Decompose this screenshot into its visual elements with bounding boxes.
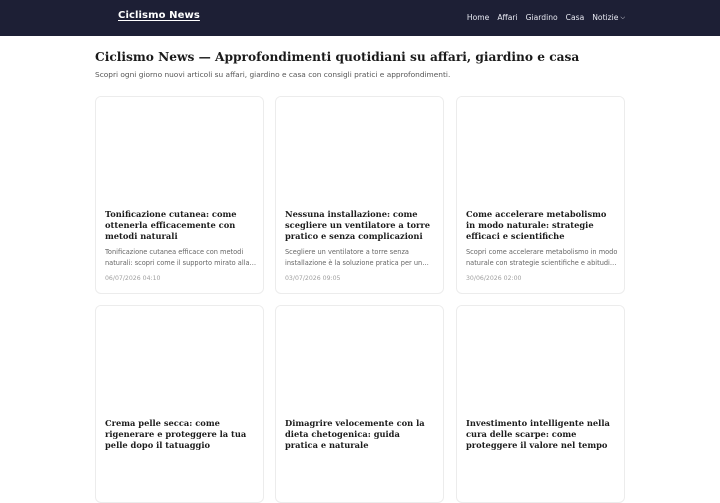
article-title[interactable]: Tonificazione cutanea: come ottenerla efficacemente con metodi naturali [105, 209, 237, 241]
article-excerpt: Tonificazione cutanea efficace con metodi naturali: scopri come il supporto mirato alla [105, 248, 250, 267]
article-image[interactable] [96, 97, 263, 203]
article-title[interactable]: Crema pelle secca: come rigenerare e proteggere la tua pelle dopo il tatuaggio [105, 418, 247, 450]
brand-logo-link[interactable]: Ciclismo News [118, 10, 200, 21]
article-excerpt: Scopri come accelerare metabolismo in modo naturale con strategie scientifiche e abitudini [466, 248, 618, 267]
article-title[interactable]: Come accelerare metabolismo in modo naturale: strategie efficaci e scientifiche [466, 209, 607, 241]
nav-notizie-dropdown[interactable] [592, 13, 625, 23]
top-navbar [0, 0, 720, 36]
article-title[interactable]: Dimagrire velocemente con la dieta chetogenica: guida pratica e naturale [285, 418, 425, 450]
article-card[interactable] [275, 305, 444, 503]
article-image[interactable] [457, 306, 624, 412]
nav-giardino[interactable]: Giardino [525, 13, 558, 22]
main-nav [467, 13, 625, 23]
page-title: Ciclismo News — Approfondimenti quotidiani su affari, giardino e casa [95, 50, 580, 64]
nav-casa[interactable]: Casa [565, 13, 585, 22]
article-card[interactable] [95, 305, 264, 503]
article-card[interactable] [275, 96, 444, 294]
article-image[interactable] [276, 306, 443, 412]
article-card[interactable] [456, 96, 625, 294]
article-title[interactable]: Investimento intelligente nella cura delle scarpe: come proteggere il valore nel tempo [466, 418, 610, 450]
article-date: 03/07/2026 09:05 [285, 275, 341, 282]
article-card[interactable] [95, 96, 264, 294]
article-image[interactable] [457, 97, 624, 203]
article-excerpt: Scegliere un ventilatore a torre senza installazione è la soluzione pratica per un [285, 248, 423, 267]
article-date: 06/07/2026 04:10 [105, 275, 161, 282]
page-subtitle: Scopri ogni giorno nuovi articoli su affari, giardino e casa con consigli pratici e approfondimenti. [95, 70, 451, 79]
article-date: 30/06/2026 02:00 [466, 275, 522, 282]
nav-home[interactable]: Home [466, 13, 490, 22]
article-image[interactable] [276, 97, 443, 203]
nav-notizie-label: Notizie [592, 13, 619, 22]
article-card[interactable] [456, 305, 625, 503]
article-title[interactable]: Nessuna installazione: come scegliere un ventilatore a torre pratico e senza complicazioni [285, 209, 431, 241]
nav-affari[interactable]: Affari [497, 13, 518, 22]
article-image[interactable] [96, 306, 263, 412]
chevron-down-icon: ⌵ [620, 14, 625, 21]
